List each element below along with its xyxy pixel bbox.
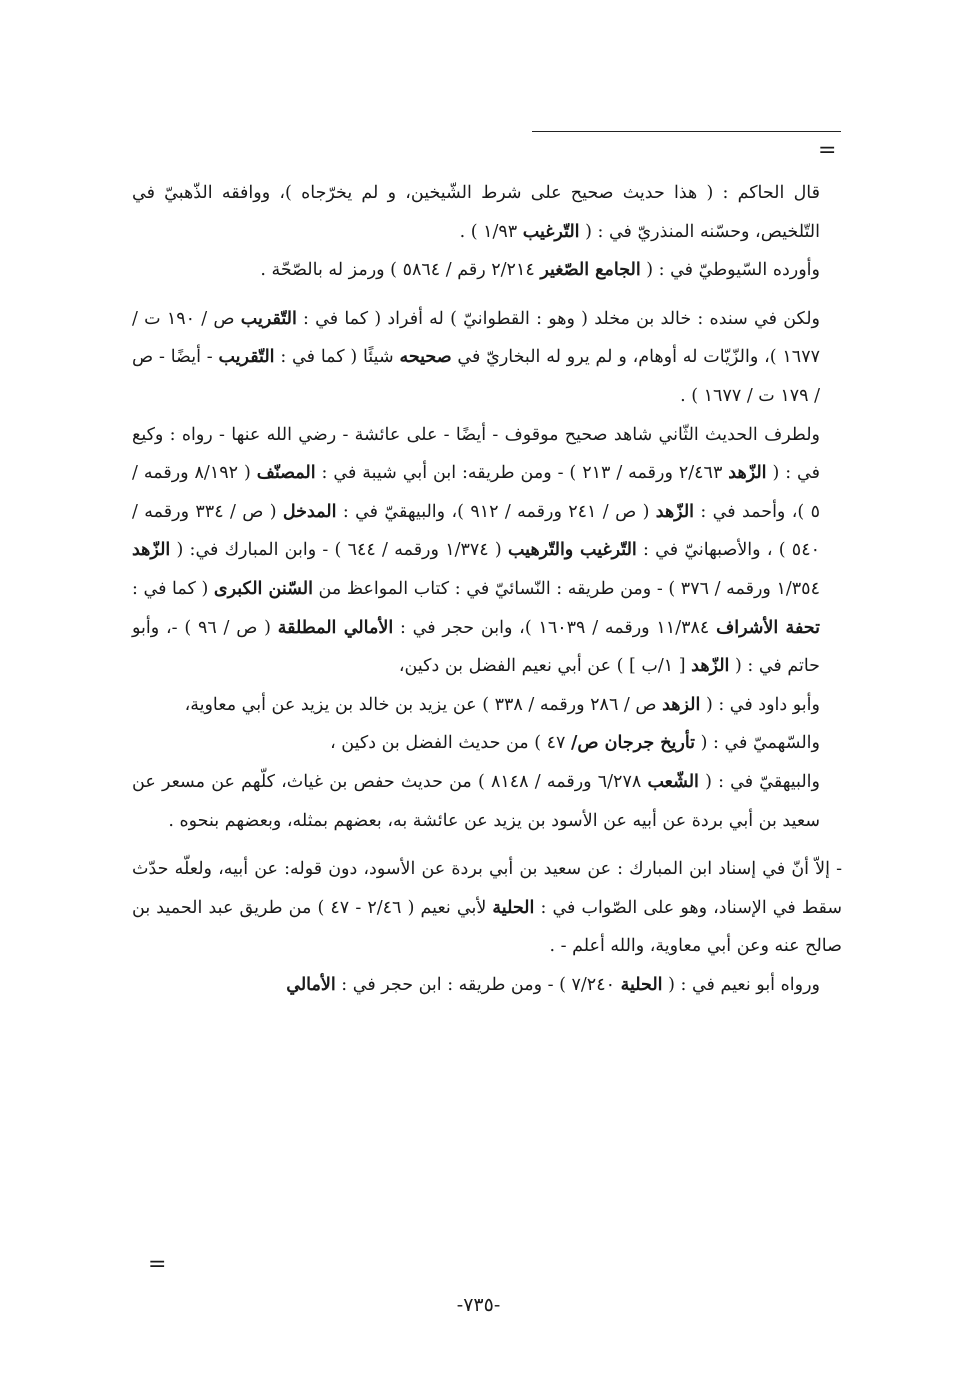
cited-work-title: المصنّف bbox=[256, 463, 316, 484]
text-run: شيئًا ( كما في : bbox=[274, 347, 400, 368]
text-run: ١/٩٣ ) . bbox=[459, 221, 523, 242]
text-run: - إلاّ أنّ في إسناد ابن المبارك : عن سعيد بن أبي بردة عن الأسود، دون قوله: عن أبيه، ولعلّه حدّث سقط في الإسناد، وهو على الصّواب في : bbox=[132, 859, 842, 918]
cited-work-title: التّقريب bbox=[240, 308, 297, 329]
text-run: ( ص / ٢٤١ ورقمه / ٩١٢ )، والبيهقيّ في : bbox=[336, 501, 656, 522]
text-run: ولطرف الحديث الثّاني شاهد صحيح موقوف - أيضًا - على عائشة - رضي الله عنها - رواه : وكيع في : ( bbox=[132, 424, 821, 484]
text-run: وأبو داود في : ( bbox=[700, 694, 820, 715]
text-run: ( ٨/١٩٢ ورقمه / ٥ )، وأحمد في : bbox=[132, 463, 820, 522]
text-run: وأورده السّيوطيّ في : ( bbox=[640, 260, 820, 281]
cited-work-title: الزّهد bbox=[655, 501, 695, 522]
cited-work-title: تحفة الأشراف bbox=[716, 617, 820, 638]
cited-work-title: الشّعب bbox=[647, 771, 699, 792]
text-run: ١/٣٥٤ ورقمه / ٣٧٦ ) - ومن طريقه : النّسائيّ في : كتاب المواعظ من bbox=[312, 578, 820, 599]
paragraph-ibn-mubarak-note bbox=[132, 850, 842, 966]
text-run: ( ص / ٣٣٤ ورقمه / ٥٤٠ ) ، والأصبهانيّ في : bbox=[132, 501, 820, 561]
cited-work-title: المدخل bbox=[282, 501, 337, 522]
text-run: ( ص / ٩٦ ) -، وأبو حاتم في : ( bbox=[132, 617, 820, 677]
text-run: ٢/٤٦٣ ورقمه / ٢١٣ ) - ومن طريقه: ابن أبي شيبة في : bbox=[315, 463, 729, 484]
cited-work-title: الزهد bbox=[662, 694, 701, 715]
footnote-separator-rule bbox=[532, 131, 841, 132]
cited-work-title: صحيحه bbox=[399, 347, 452, 368]
footnote-text-block bbox=[132, 174, 842, 1004]
text-run: ٢/٢١٤ رقم / ٥٨٦٤ ) ورمز له بالصّحّة . bbox=[260, 260, 541, 281]
cited-work-title: الحلية bbox=[620, 974, 663, 995]
text-run: ص / ٢٨٦ ورقمه / ٣٣٨ ) عن يزيد بن خالد بن يزيد عن أبي معاوية، bbox=[184, 694, 663, 715]
text-run: والبيهقيّ في : ( bbox=[698, 771, 820, 792]
text-run: ص / ١٩٠ ت / ١٦٧٧ )، والزّيّات له أوهام، و لم يرو له البخاريّ في bbox=[132, 308, 820, 368]
text-run: قال الحاكم : ( هذا حديث صحيح على شرط الشّيخين، و لم يخرّجاه )، ووافقه الذّهبيّ في التّلخيص، وحسّنه المنذريّ في : ( bbox=[132, 183, 820, 242]
cited-work-title: الزّهد bbox=[132, 540, 171, 561]
cited-work-title: التّرغيب bbox=[522, 221, 580, 242]
text-run: ١١/٣٨٤ ورقمه / ١٦٠٣٩ )، وابن حجر في : bbox=[393, 617, 717, 638]
paragraph-bayhaqi bbox=[132, 763, 842, 840]
paragraph-mawquf-witness bbox=[132, 416, 842, 686]
cited-work-title: الأمالي bbox=[286, 974, 336, 995]
text-run: ( كما في : bbox=[132, 578, 214, 599]
paragraph-suyuti bbox=[132, 251, 842, 290]
continuation-mark-top: = bbox=[818, 138, 837, 163]
text-run: [ ١/ب ] ) عن أبي نعيم الفضل بن دكين، bbox=[398, 656, 692, 677]
paragraph-sahmi bbox=[132, 724, 842, 763]
cited-work-title: التّرغيب والتّرهيب bbox=[507, 540, 637, 561]
cited-work-title: تأريخ جرجان ص/ bbox=[571, 733, 696, 754]
cited-work-title: التّقريب bbox=[218, 347, 275, 368]
cited-work-title: الزّهد bbox=[728, 463, 767, 484]
text-run: والسّهميّ في : ( bbox=[695, 733, 820, 754]
text-run: ٤٧ ) من حديث الفضل بن دكين ، bbox=[330, 733, 572, 754]
paragraph-sanad bbox=[132, 300, 842, 416]
page-number: -٧٣٥- bbox=[456, 1294, 501, 1316]
cited-work-title: الزّهد bbox=[691, 656, 730, 677]
paragraph-abu-dawud bbox=[132, 686, 842, 725]
text-run: - أيضًا - ص / ١٧٩ ت / ١٦٧٧ ) . bbox=[132, 347, 820, 406]
text-run: ( ١/٣٧٤ ورقمه / ٦٤٤ ) - وابن المبارك في: ( bbox=[170, 540, 508, 561]
text-run: ولكن في سنده : خالد بن مخلد ( وهو : القطوانيّ ) له أفراد ( كما في : bbox=[296, 308, 821, 329]
text-run: لأبي نعيم ( ٢/٤٦ - ٤٧ ) من طريق عبد الحميد بن صالح عنه وعن أبي معاوية، والله أعلم - . bbox=[132, 897, 842, 957]
cited-work-title: الجامع الصّغير bbox=[540, 260, 641, 281]
continuation-mark-bottom: = bbox=[148, 1252, 167, 1277]
cited-work-title: السّنن الكبرى bbox=[213, 578, 313, 599]
text-run: ٧/٢٤٠ ) - ومن طريقه : ابن حجر في : bbox=[335, 974, 621, 995]
paragraph-hakim bbox=[132, 174, 842, 251]
cited-work-title: الأمالي المطلقة bbox=[277, 617, 394, 638]
text-run: ٦/٢٧٨ ورقمه / ٨١٤٨ ) من حديث حفص بن غياث، كلّهم عن مسعر عن سعيد بن أبي بردة عن أبيه عن الأسود بن يزيد عن عائشة به، بعضهم بمثله، وبعضهم بنحوه . bbox=[132, 771, 820, 831]
text-run: ورواه أبو نعيم في : ( bbox=[662, 974, 820, 995]
paragraph-abu-nuaym bbox=[132, 966, 842, 1005]
cited-work-title: الحلية bbox=[492, 897, 535, 918]
